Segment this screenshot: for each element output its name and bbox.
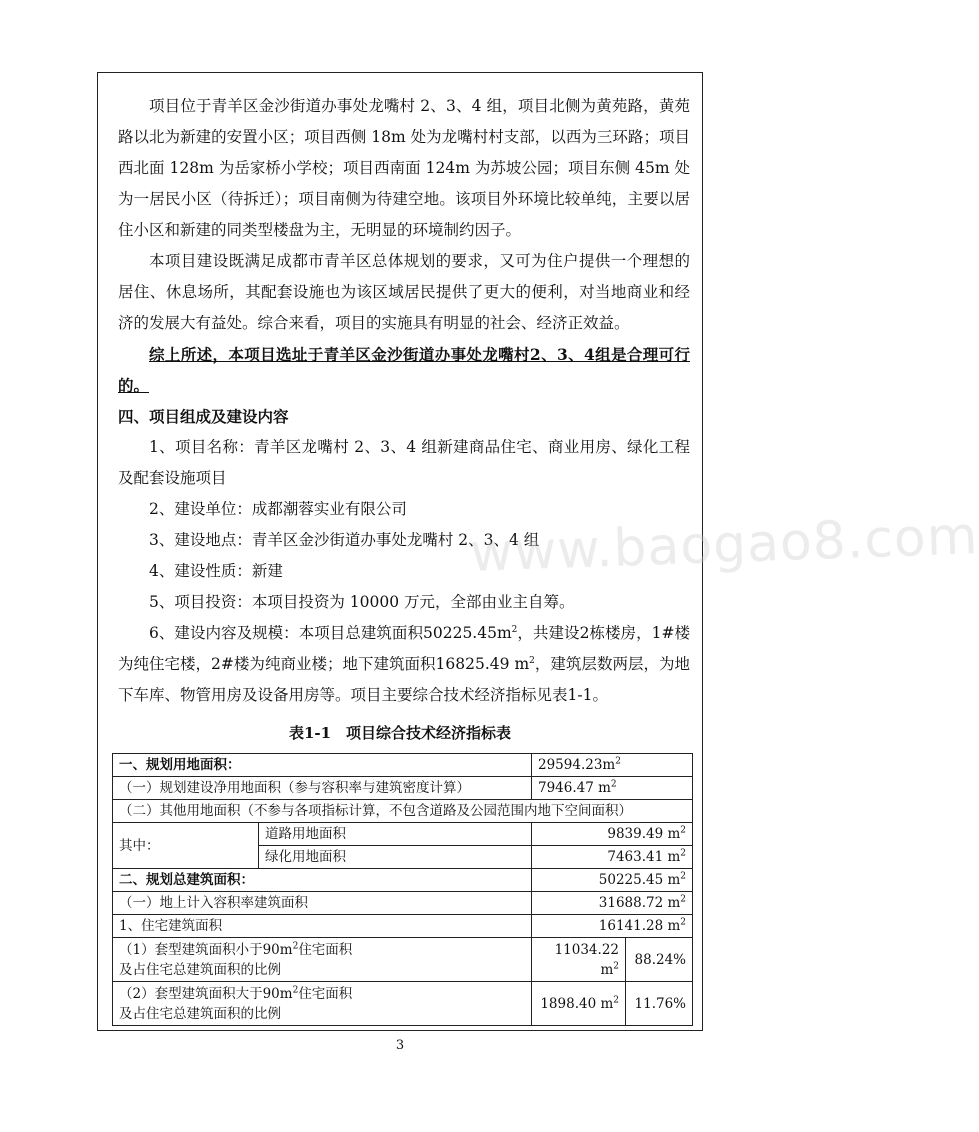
table-title: 表1-1 项目综合技术经济指标表: [288, 724, 512, 742]
item-scale: 6、建设内容及规模：本项目总建筑面积$50225.45m^2$，共建设2栋楼房，1#楼为纯住宅楼，2#楼为纯商业楼；地下建筑面积16825.49 $m^2$，建筑层数两层，为地下车库、物管用房及设备用房等。项目主要综合技术经济指标见表1-1。: [118, 624, 690, 704]
item-builder: 2、建设单位：成都潮蓉实业有限公司: [149, 500, 407, 518]
row-value: 31688.72 $m^2$: [532, 892, 693, 915]
group-label: 其中：: [113, 823, 259, 869]
row-label: 1、住宅建筑面积: [113, 915, 532, 938]
watermark: www.baogao8.com: [469, 506, 979, 584]
row-value: 7946.47 $m^2$: [532, 777, 693, 800]
row-value: 9839.49 $m^2$: [532, 823, 693, 846]
row-label: （二）其他用地面积（不参与各项指标计算，不包含道路及公园范围内地下空间面积）: [113, 800, 693, 823]
body-text: [118, 91, 690, 711]
row-label: （1）套型建筑面积小于$90m^2$住宅面积 及占住宅总建筑面积的比例: [113, 938, 532, 982]
table-row: [113, 982, 693, 1026]
indicator-table: [112, 753, 693, 1026]
table-row: [113, 754, 693, 777]
table-row: [113, 777, 693, 800]
item-project-name: 1、项目名称：青羊区龙嘴村 2、3、4 组新建商品住宅、商业用房、绿化工程及配套设施项目: [118, 438, 690, 487]
row-percent: 88.24%: [626, 938, 693, 982]
location-paragraph: 项目位于青羊区金沙街道办事处龙嘴村 2、3、4 组，项目北侧为黄苑路，黄苑路以北为新建的安置小区；项目西侧 18m 处为龙嘴村村支部，以西为三环路；项目西北面 128m 为岳家桥小学校；项目西南面 124m 为苏坡公园；项目东侧 45m 处为一居民小区（待拆迁）；项目南侧为待建空地。该项目外环境比较单纯，主要以居住小区和新建的同类型楼盘为主，无明显的环境制约因子。: [118, 97, 690, 239]
row-label: 一、规划用地面积：: [113, 754, 532, 777]
table-row: [113, 823, 693, 846]
row-label: 二、规划总建筑面积：: [113, 869, 532, 892]
table-row: [113, 869, 693, 892]
page-number: 3: [395, 1038, 405, 1053]
table-row: [113, 800, 693, 823]
row-value: 50225.45 $m^2$: [532, 869, 693, 892]
planning-paragraph: 本项目建设既满足成都市青羊区总体规划的要求，又可为住户提供一个理想的居住、休息场所，其配套设施也为该区域居民提供了更大的便利，对当地商业和经济的发展大有益处。综合来看，项目的实施具有明显的社会、经济正效益。: [118, 252, 690, 332]
row-value: $29594.23m^2$: [532, 754, 693, 777]
item-location: 3、建设地点：青羊区金沙街道办事处龙嘴村 2、3、4 组: [149, 531, 540, 549]
table-row: [113, 892, 693, 915]
row-label: （2）套型建筑面积大于$90m^2$住宅面积 及占住宅总建筑面积的比例: [113, 982, 532, 1026]
table-row: [113, 938, 693, 982]
row-label: 道路用地面积: [259, 823, 532, 846]
conclusion-paragraph: 综上所述，本项目选址于青羊区金沙街道办事处龙嘴村2、3、4组是合理可行的。: [118, 345, 690, 395]
table-row: [113, 915, 693, 938]
row-value: 16141.28 $m^2$: [532, 915, 693, 938]
row-percent: 11.76%: [626, 982, 693, 1026]
row-value: 11034.22 $m^2$: [532, 938, 626, 982]
item-nature: 4、建设性质：新建: [149, 562, 283, 580]
row-label: （一）规划建设净用地面积（参与容积率与建筑密度计算）: [113, 777, 532, 800]
row-label: 绿化用地面积: [259, 846, 532, 869]
section-heading: 四、项目组成及建设内容: [118, 407, 289, 426]
row-value: 7463.41 $m^2$: [532, 846, 693, 869]
item-investment: 5、项目投资：本项目投资为 10000 万元，全部由业主自筹。: [149, 593, 575, 611]
row-label: （一）地上计入容积率建筑面积: [113, 892, 532, 915]
row-value: 1898.40 $m^2$: [532, 982, 626, 1026]
